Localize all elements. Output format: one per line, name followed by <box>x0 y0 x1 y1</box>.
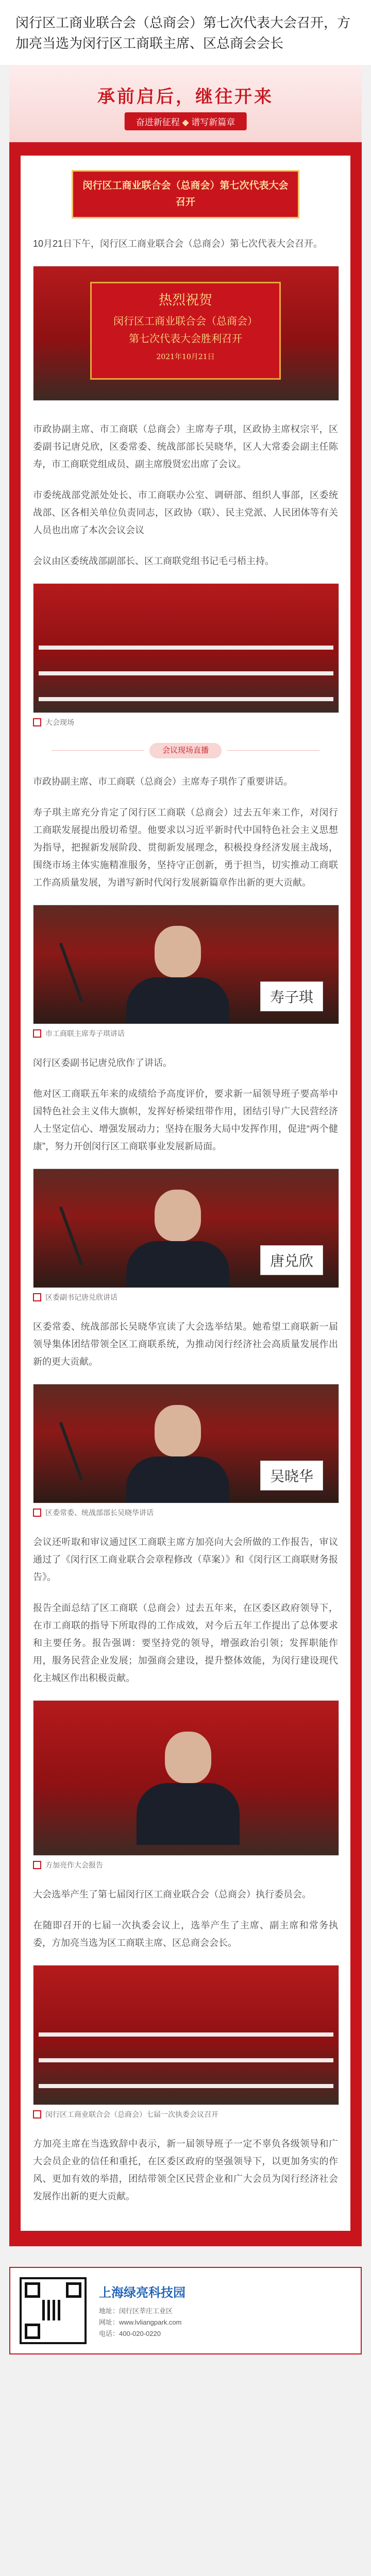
speaker <box>137 1405 219 1503</box>
paragraph: 寿子琪主席充分肯定了闵行区工商联（总商会）过去五年来工作，对闵行工商联发展提出殷切希望。他要求以习近平新时代中国特色社会主义思想为指导，把握新发展阶段、贯彻新发展理念，积极投身经济发展主战场，围绕市场主体实施精准服务，坚持守正创新，勇于担当，切实推动工商联工作高质量发展，为谱写新时代闵行发展新篇章作出新的更大贡献。 <box>33 807 338 888</box>
poster <box>0 65 371 2246</box>
red-frame <box>9 145 362 2246</box>
photo-caption <box>33 1860 338 1870</box>
article-title-block <box>0 0 371 65</box>
paragraph: 市委统战部党派处处长、市工商联办公室、调研部、组织人事部，区委统战部、区各相关单位负责同志，区政协（联）、民主党派、人民团体等有关人员也出席了本次会议会议 <box>33 490 338 535</box>
content-card <box>21 156 350 2231</box>
caption-text: 市工商联主席寿子琪讲话 <box>45 1029 125 1038</box>
name-plate: 吴晓华 <box>260 1461 323 1490</box>
camera-icon <box>33 1861 41 1869</box>
caption-text: 区委副书记唐兑欣讲话 <box>45 1293 117 1301</box>
qr-grid <box>42 2300 63 2320</box>
table-row <box>39 697 333 701</box>
slogan-sub-left: 奋进新征程 <box>136 117 180 127</box>
paragraph: 他对区工商联五年来的成绩给予高度评价，要求新一届领导班子要高举中国特色社会主义伟大旗帜，发挥好桥梁纽带作用，团结引导广大民营经济人士坚定信心、增强发展动力；坚持在服务大局中发挥作用，促进“两个健康”，努力开创闵行区工商联事业发展新局面。 <box>33 1089 338 1151</box>
paragraph: 市政协副主席、市工商联（总商会）主席寿子琪，区政协主席权宗平，区委副书记唐兑欣，区委常委、统战部部长吴晓华，区人大常委会副主任陈寿，市工商联党组成员、副主席殷贤宏出席了会议。 <box>33 424 338 469</box>
photo-hall-wide <box>33 583 339 713</box>
photo-caption <box>33 1507 338 1518</box>
slogan-sub-right: 谱写新篇章 <box>191 117 235 127</box>
poster-header <box>9 65 362 145</box>
paragraph: 会议由区委统战部副部长、区工商联党组书记毛弓梧主持。 <box>33 556 274 566</box>
qr-info <box>99 2282 351 2340</box>
camera-icon <box>33 1293 41 1301</box>
photo-committee <box>33 1965 339 2105</box>
paragraph: 报告全面总结了区工商联（总商会）过去五年来，在区委区政府领导下，在市工商联的指导下所取得的工作成效，对今后五年工作提出了总体要求和主要任务。报告强调：要坚持党的领导，增强政治引领；发挥职能作用，服务民营企业发展；加强商会建设，提升整体效能，为闵行建设现代化主城区作出积极贡献。 <box>33 1603 338 1683</box>
audience-rows <box>33 630 339 713</box>
camera-icon <box>33 718 41 726</box>
qr-corner <box>25 2282 40 2298</box>
banner-line-1: 热烈祝贺 <box>158 293 212 308</box>
audience-rows <box>33 2017 339 2105</box>
table-row <box>39 2032 333 2037</box>
paragraph: 方加亮主席在当选致辞中表示，新一届领导班子一定不辜负各级领导和广大会员企业的信任和重托，在区委区政府的坚强领导下，以更加务实的作风、更加有效的举措，团结带领全区民营企业和广大会员为闵行经济社会发展作出新的更大贡献。 <box>33 2139 338 2201</box>
photo-speaker-2 <box>33 1168 339 1288</box>
qr-corner <box>66 2282 81 2298</box>
stage-banner <box>90 282 281 380</box>
table-row <box>39 2058 333 2062</box>
banner-line-3: 第七次代表大会胜利召开 <box>129 332 242 345</box>
qr-code[interactable] <box>20 2277 87 2344</box>
paragraph: 闵行区委副书记唐兑欣作了讲话。 <box>33 1058 172 1068</box>
photo-caption <box>33 1028 338 1039</box>
slogan: 承前启后，继往开来 <box>97 87 274 107</box>
camera-icon <box>33 2110 41 2119</box>
speaker <box>137 1190 219 1288</box>
qr-corner <box>25 2324 40 2339</box>
card-head: 闵行区工商业联合会（总商会）第七次代表大会召开 <box>72 170 299 218</box>
photo-speaker-1 <box>33 905 339 1024</box>
caption-text: 区委常委、统战部部长吴晓华讲话 <box>45 1509 154 1517</box>
name-plate: 唐兑欣 <box>260 1245 323 1275</box>
photo-meeting-banner <box>33 266 339 401</box>
photo-speaker-3 <box>33 1384 339 1503</box>
paragraph: 10月21日下午，闵行区工商业联合会（总商会）第七次代表大会召开。 <box>33 239 323 249</box>
table-row <box>39 646 333 650</box>
photo-caption <box>33 2109 338 2120</box>
qr-line: 电话：400-020-0220 <box>99 2329 161 2337</box>
qr-title: 上海绿亮科技园 <box>99 2285 185 2300</box>
speaker <box>137 926 219 1024</box>
section-head: 会议现场直播 <box>149 743 222 758</box>
photo-caption <box>33 717 338 727</box>
paragraph: 市政协副主席、市工商联（总商会）主席寿子琪作了重要讲话。 <box>33 776 293 787</box>
article-title: 闵行区工商业联合会（总商会）第七次代表大会召开，方加亮当选为闵行区工商联主席、区总商会会长 <box>15 15 351 51</box>
slogan-dot: ◆ <box>182 117 192 127</box>
banner-date: 2021年10月21日 <box>156 353 215 361</box>
table-row <box>39 671 333 675</box>
qr-line: 网址：www.lvliangpark.com <box>99 2318 182 2326</box>
paragraph: 会议还听取和审议通过区工商联主席方加亮向大会所做的工作报告，审议通过了《闵行区工商业联合会章程修改（草案）》和《闵行区工商联财务报告》。 <box>33 1537 338 1582</box>
table-row <box>39 2084 333 2088</box>
paragraph: 大会选举产生了第七届闵行区工商业联合会（总商会）执行委员会。 <box>33 1889 311 1900</box>
caption-text: 方加亮作大会报告 <box>45 1861 103 1869</box>
camera-icon <box>33 1509 41 1517</box>
slogan-sub <box>125 112 247 130</box>
caption-text: 大会现场 <box>45 718 74 726</box>
photo-caption <box>33 1292 338 1302</box>
name-plate: 寿子琪 <box>260 981 323 1011</box>
speaker <box>147 1732 229 1845</box>
qr-card <box>9 2267 362 2354</box>
photo-report <box>33 1700 339 1856</box>
paragraph: 在随即召开的七届一次执委会议上，选举产生了主席、副主席和常务执委，方加亮当选为区工商联主席、区总商会会长。 <box>33 1920 338 1948</box>
caption-text: 闵行区工商业联合会（总商会）七届一次执委会议召开 <box>45 2110 218 2119</box>
qr-line: 地址：闵行区莘庄工业区 <box>99 2307 173 2315</box>
banner-line-2: 闵行区工商业联合会（总商会） <box>113 315 258 327</box>
paragraph: 区委常委、统战部部长吴晓华宣读了大会选举结果。她希望工商联新一届领导集体团结带领全区工商联系统，为推动闵行经济社会高质量发展作出新的更大贡献。 <box>33 1321 338 1367</box>
camera-icon <box>33 1029 41 1038</box>
